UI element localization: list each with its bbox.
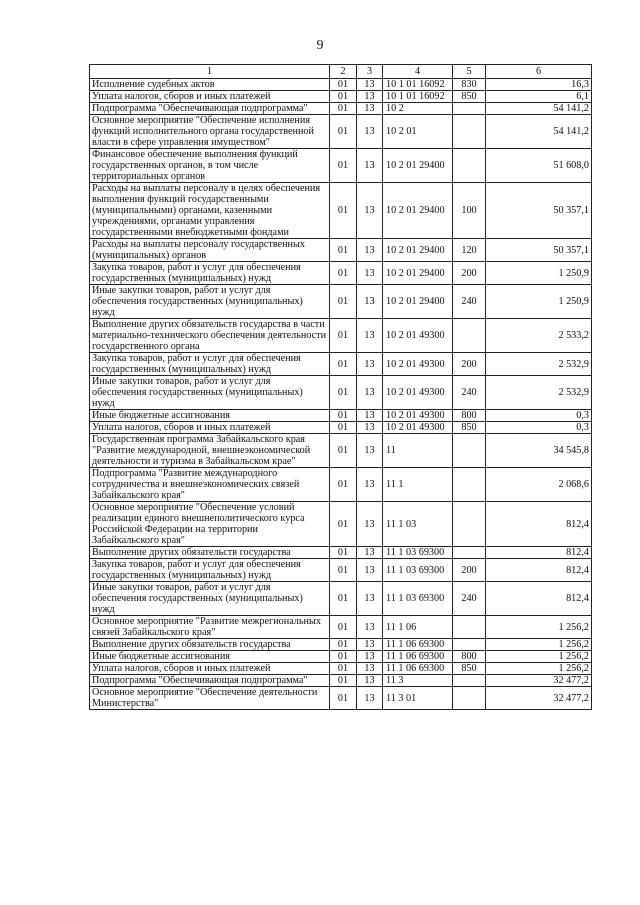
expense-type-cell: 800 bbox=[453, 651, 486, 663]
section-code-cell: 01 bbox=[330, 183, 357, 239]
subsection-code-cell: 13 bbox=[357, 547, 383, 559]
target-article-cell: 10 1 01 16092 bbox=[383, 91, 453, 103]
target-article-cell: 10 2 01 29400 bbox=[383, 285, 453, 319]
expense-type-cell bbox=[453, 547, 486, 559]
section-code-cell: 01 bbox=[330, 115, 357, 149]
subsection-code-cell: 13 bbox=[357, 434, 383, 468]
target-article-cell: 11 1 03 69300 bbox=[383, 547, 453, 559]
target-article-cell: 10 2 01 49300 bbox=[383, 422, 453, 434]
subsection-code-cell: 13 bbox=[357, 687, 383, 710]
amount-cell: 54 141,2 bbox=[486, 115, 592, 149]
section-code-cell: 01 bbox=[330, 422, 357, 434]
row-name-cell: Уплата налогов, сборов и иных платежей bbox=[90, 91, 330, 103]
expense-type-cell: 240 bbox=[453, 376, 486, 410]
table-row bbox=[90, 559, 592, 582]
amount-cell: 34 545,8 bbox=[486, 434, 592, 468]
section-code-cell: 01 bbox=[330, 616, 357, 639]
table-row bbox=[90, 582, 592, 616]
section-code-cell: 01 bbox=[330, 582, 357, 616]
table-row bbox=[90, 115, 592, 149]
section-code-cell: 01 bbox=[330, 434, 357, 468]
target-article-cell: 10 2 01 29400 bbox=[383, 183, 453, 239]
amount-cell: 1 250,9 bbox=[486, 262, 592, 285]
amount-cell: 32 477,2 bbox=[486, 675, 592, 687]
amount-cell: 1 250,9 bbox=[486, 285, 592, 319]
expense-type-cell: 200 bbox=[453, 559, 486, 582]
expense-type-cell bbox=[453, 502, 486, 547]
target-article-cell: 10 2 bbox=[383, 103, 453, 115]
table-row bbox=[90, 79, 592, 91]
section-code-cell: 01 bbox=[330, 149, 357, 183]
subsection-code-cell: 13 bbox=[357, 183, 383, 239]
subsection-code-cell: 13 bbox=[357, 285, 383, 319]
row-name-cell: Основное мероприятие "Обеспечение деятельности Министерства" bbox=[90, 687, 330, 710]
row-name-cell: Иные закупки товаров, работ и услуг для обеспечения государственных (муниципальных) нужд bbox=[90, 376, 330, 410]
table-row bbox=[90, 149, 592, 183]
subsection-code-cell: 13 bbox=[357, 103, 383, 115]
target-article-cell: 11 1 06 bbox=[383, 616, 453, 639]
table-row bbox=[90, 616, 592, 639]
section-code-cell: 01 bbox=[330, 353, 357, 376]
target-article-cell: 10 2 01 49300 bbox=[383, 353, 453, 376]
amount-cell: 812,4 bbox=[486, 502, 592, 547]
target-article-cell: 10 2 01 49300 bbox=[383, 319, 453, 353]
amount-cell: 0,3 bbox=[486, 422, 592, 434]
target-article-cell: 10 1 01 16092 bbox=[383, 79, 453, 91]
amount-cell: 812,4 bbox=[486, 547, 592, 559]
target-article-cell: 10 2 01 29400 bbox=[383, 262, 453, 285]
subsection-code-cell: 13 bbox=[357, 616, 383, 639]
table-row bbox=[90, 319, 592, 353]
subsection-code-cell: 13 bbox=[357, 410, 383, 422]
row-name-cell: Выполнение других обязательств государства bbox=[90, 547, 330, 559]
row-name-cell: Государственная программа Забайкальского края "Развитие международной, внешнеэкономической деятельности и туризма в Забайкальском крае" bbox=[90, 434, 330, 468]
column-header: 1 bbox=[90, 65, 330, 79]
amount-cell: 812,4 bbox=[486, 559, 592, 582]
amount-cell: 32 477,2 bbox=[486, 687, 592, 710]
target-article-cell: 11 1 03 69300 bbox=[383, 559, 453, 582]
page-number: 9 bbox=[316, 38, 324, 53]
table-row bbox=[90, 502, 592, 547]
row-name-cell: Выполнение других обязательств государства bbox=[90, 639, 330, 651]
amount-cell: 51 608,0 bbox=[486, 149, 592, 183]
subsection-code-cell: 13 bbox=[357, 663, 383, 675]
row-name-cell: Расходы на выплаты персоналу в целях обеспечения выполнения функций государственными (муниципальными) органами, казенными учреждениями, органами управления государственными внебюджетными фондами bbox=[90, 183, 330, 239]
table-row bbox=[90, 103, 592, 115]
expense-type-cell: 200 bbox=[453, 353, 486, 376]
target-article-cell: 10 2 01 29400 bbox=[383, 149, 453, 183]
table-row bbox=[90, 239, 592, 262]
table-row bbox=[90, 651, 592, 663]
section-code-cell: 01 bbox=[330, 410, 357, 422]
budget-table bbox=[89, 64, 592, 710]
subsection-code-cell: 13 bbox=[357, 639, 383, 651]
amount-cell: 16,3 bbox=[486, 79, 592, 91]
subsection-code-cell: 13 bbox=[357, 651, 383, 663]
table-row bbox=[90, 434, 592, 468]
target-article-cell: 11 1 bbox=[383, 468, 453, 502]
table-row bbox=[90, 376, 592, 410]
table-row bbox=[90, 663, 592, 675]
row-name-cell: Закупка товаров, работ и услуг для обеспечения государственных (муниципальных) нужд bbox=[90, 559, 330, 582]
subsection-code-cell: 13 bbox=[357, 319, 383, 353]
subsection-code-cell: 13 bbox=[357, 422, 383, 434]
expense-type-cell: 850 bbox=[453, 663, 486, 675]
column-header: 4 bbox=[383, 65, 453, 79]
row-name-cell: Основное мероприятие "Обеспечение исполнения функций исполнительного органа государственной власти в сфере управления имуществом" bbox=[90, 115, 330, 149]
amount-cell: 2 533,2 bbox=[486, 319, 592, 353]
subsection-code-cell: 13 bbox=[357, 582, 383, 616]
subsection-code-cell: 13 bbox=[357, 376, 383, 410]
expense-type-cell bbox=[453, 675, 486, 687]
expense-type-cell: 240 bbox=[453, 582, 486, 616]
row-name-cell: Подпрограмма "Обеспечивающая подпрограмма" bbox=[90, 103, 330, 115]
amount-cell: 1 256,2 bbox=[486, 616, 592, 639]
row-name-cell: Основное мероприятие "Развитие межрегиональных связей Забайкальского края" bbox=[90, 616, 330, 639]
expense-type-cell bbox=[453, 115, 486, 149]
row-name-cell: Иные закупки товаров, работ и услуг для обеспечения государственных (муниципальных) нужд bbox=[90, 582, 330, 616]
subsection-code-cell: 13 bbox=[357, 468, 383, 502]
row-name-cell: Иные закупки товаров, работ и услуг для обеспечения государственных (муниципальных) нужд bbox=[90, 285, 330, 319]
subsection-code-cell: 13 bbox=[357, 91, 383, 103]
expense-type-cell bbox=[453, 103, 486, 115]
section-code-cell: 01 bbox=[330, 651, 357, 663]
section-code-cell: 01 bbox=[330, 239, 357, 262]
row-name-cell: Выполнение других обязательств государства в части материально-технического обеспечения деятельности государственного органа bbox=[90, 319, 330, 353]
section-code-cell: 01 bbox=[330, 319, 357, 353]
expense-type-cell: 850 bbox=[453, 422, 486, 434]
column-header: 2 bbox=[330, 65, 357, 79]
target-article-cell: 11 1 06 69300 bbox=[383, 651, 453, 663]
subsection-code-cell: 13 bbox=[357, 79, 383, 91]
row-name-cell: Иные бюджетные ассигнования bbox=[90, 651, 330, 663]
target-article-cell: 11 1 03 bbox=[383, 502, 453, 547]
amount-cell: 50 357,1 bbox=[486, 239, 592, 262]
subsection-code-cell: 13 bbox=[357, 262, 383, 285]
table-row bbox=[90, 687, 592, 710]
amount-cell: 50 357,1 bbox=[486, 183, 592, 239]
subsection-code-cell: 13 bbox=[357, 239, 383, 262]
target-article-cell: 11 bbox=[383, 434, 453, 468]
expense-type-cell bbox=[453, 639, 486, 651]
table-row bbox=[90, 422, 592, 434]
expense-type-cell: 800 bbox=[453, 410, 486, 422]
subsection-code-cell: 13 bbox=[357, 149, 383, 183]
amount-cell: 2 532,9 bbox=[486, 353, 592, 376]
table-row bbox=[90, 353, 592, 376]
amount-cell: 6,1 bbox=[486, 91, 592, 103]
target-article-cell: 10 2 01 29400 bbox=[383, 239, 453, 262]
table-row bbox=[90, 285, 592, 319]
row-name-cell: Подпрограмма "Обеспечивающая подпрограмма" bbox=[90, 675, 330, 687]
row-name-cell: Расходы на выплаты персоналу государственных (муниципальных) органов bbox=[90, 239, 330, 262]
expense-type-cell bbox=[453, 687, 486, 710]
subsection-code-cell: 13 bbox=[357, 353, 383, 376]
section-code-cell: 01 bbox=[330, 687, 357, 710]
section-code-cell: 01 bbox=[330, 91, 357, 103]
expense-type-cell: 240 bbox=[453, 285, 486, 319]
expense-type-cell: 830 bbox=[453, 79, 486, 91]
target-article-cell: 10 2 01 49300 bbox=[383, 410, 453, 422]
amount-cell: 2 532,9 bbox=[486, 376, 592, 410]
row-name-cell: Подпрограмма "Развитие международного сотрудничества и внешнеэкономических связей Забайкальского края" bbox=[90, 468, 330, 502]
row-name-cell: Финансовое обеспечение выполнения функций государственных органов, в том числе территориальных органов bbox=[90, 149, 330, 183]
row-name-cell: Основное мероприятие "Обеспечение условий реализации единого внешнеполитического курса Российской Федерации на территории Забайкальского края" bbox=[90, 502, 330, 547]
expense-type-cell bbox=[453, 616, 486, 639]
table-row bbox=[90, 547, 592, 559]
expense-type-cell bbox=[453, 468, 486, 502]
column-header: 6 bbox=[486, 65, 592, 79]
amount-cell: 1 256,2 bbox=[486, 639, 592, 651]
row-name-cell: Закупка товаров, работ и услуг для обеспечения государственных (муниципальных) нужд bbox=[90, 353, 330, 376]
table-row bbox=[90, 468, 592, 502]
table-row bbox=[90, 183, 592, 239]
amount-cell: 1 256,2 bbox=[486, 651, 592, 663]
subsection-code-cell: 13 bbox=[357, 502, 383, 547]
section-code-cell: 01 bbox=[330, 468, 357, 502]
section-code-cell: 01 bbox=[330, 376, 357, 410]
row-name-cell: Уплата налогов, сборов и иных платежей bbox=[90, 663, 330, 675]
section-code-cell: 01 bbox=[330, 79, 357, 91]
target-article-cell: 11 1 06 69300 bbox=[383, 663, 453, 675]
target-article-cell: 10 2 01 bbox=[383, 115, 453, 149]
subsection-code-cell: 13 bbox=[357, 115, 383, 149]
row-name-cell: Исполнение судебных актов bbox=[90, 79, 330, 91]
section-code-cell: 01 bbox=[330, 639, 357, 651]
section-code-cell: 01 bbox=[330, 285, 357, 319]
section-code-cell: 01 bbox=[330, 262, 357, 285]
table-row bbox=[90, 262, 592, 285]
target-article-cell: 11 1 06 69300 bbox=[383, 639, 453, 651]
table-row bbox=[90, 91, 592, 103]
expense-type-cell bbox=[453, 434, 486, 468]
row-name-cell: Закупка товаров, работ и услуг для обеспечения государственных (муниципальных) нужд bbox=[90, 262, 330, 285]
table-row bbox=[90, 639, 592, 651]
expense-type-cell bbox=[453, 319, 486, 353]
table-row bbox=[90, 675, 592, 687]
target-article-cell: 10 2 01 49300 bbox=[383, 376, 453, 410]
expense-type-cell: 100 bbox=[453, 183, 486, 239]
section-code-cell: 01 bbox=[330, 663, 357, 675]
expense-type-cell: 200 bbox=[453, 262, 486, 285]
expense-type-cell: 120 bbox=[453, 239, 486, 262]
expense-type-cell: 850 bbox=[453, 91, 486, 103]
amount-cell: 2 068,6 bbox=[486, 468, 592, 502]
column-header: 3 bbox=[357, 65, 383, 79]
target-article-cell: 11 3 bbox=[383, 675, 453, 687]
subsection-code-cell: 13 bbox=[357, 559, 383, 582]
expense-type-cell bbox=[453, 149, 486, 183]
section-code-cell: 01 bbox=[330, 675, 357, 687]
section-code-cell: 01 bbox=[330, 559, 357, 582]
subsection-code-cell: 13 bbox=[357, 675, 383, 687]
amount-cell: 1 256,2 bbox=[486, 663, 592, 675]
target-article-cell: 11 1 03 69300 bbox=[383, 582, 453, 616]
section-code-cell: 01 bbox=[330, 547, 357, 559]
section-code-cell: 01 bbox=[330, 103, 357, 115]
row-name-cell: Иные бюджетные ассигнования bbox=[90, 410, 330, 422]
amount-cell: 0,3 bbox=[486, 410, 592, 422]
section-code-cell: 01 bbox=[330, 502, 357, 547]
target-article-cell: 11 3 01 bbox=[383, 687, 453, 710]
column-header: 5 bbox=[453, 65, 486, 79]
amount-cell: 54 141,2 bbox=[486, 103, 592, 115]
table-header-row bbox=[90, 65, 592, 79]
table-row bbox=[90, 410, 592, 422]
amount-cell: 812,4 bbox=[486, 582, 592, 616]
row-name-cell: Уплата налогов, сборов и иных платежей bbox=[90, 422, 330, 434]
